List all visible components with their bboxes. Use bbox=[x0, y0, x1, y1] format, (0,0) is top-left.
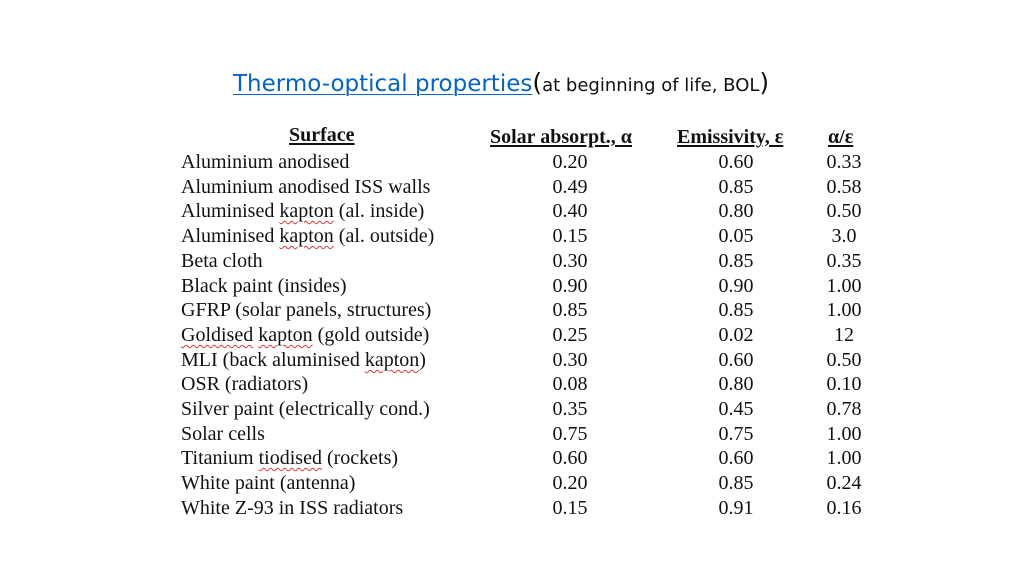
cell-surface: Aluminium anodised bbox=[181, 151, 350, 173]
cell-absorptance: 0.15 bbox=[552, 497, 588, 519]
cell-ratio: 12 bbox=[834, 324, 854, 346]
cell-emissivity: 0.80 bbox=[718, 373, 754, 395]
cell-absorptance: 0.30 bbox=[552, 250, 588, 272]
cell-surface: Black paint (insides) bbox=[181, 275, 347, 297]
cell-emissivity: 0.05 bbox=[718, 225, 754, 247]
cell-absorptance: 0.85 bbox=[552, 299, 588, 321]
cell-absorptance: 0.20 bbox=[552, 151, 588, 173]
cell-surface: OSR (radiators) bbox=[181, 373, 309, 395]
cell-ratio: 0.35 bbox=[826, 250, 862, 272]
cell-absorptance: 0.25 bbox=[552, 324, 588, 346]
cell-emissivity: 0.80 bbox=[718, 200, 754, 222]
cell-emissivity: 0.85 bbox=[718, 176, 754, 198]
spellcheck-mark: kapton bbox=[364, 349, 420, 371]
cell-ratio: 0.16 bbox=[826, 497, 862, 519]
spellcheck-mark: tiodised bbox=[258, 447, 322, 469]
cell-emissivity: 0.60 bbox=[718, 151, 754, 173]
cell-surface: MLI (back aluminised kapton) bbox=[181, 349, 426, 371]
cell-surface: Titanium tiodised (rockets) bbox=[181, 447, 399, 469]
cell-emissivity: 0.85 bbox=[718, 250, 754, 272]
cell-ratio: 0.50 bbox=[826, 349, 862, 371]
cell-emissivity: 0.85 bbox=[718, 472, 754, 494]
cell-surface: Aluminised kapton (al. outside) bbox=[181, 225, 435, 247]
cell-surface: Beta cloth bbox=[181, 250, 263, 272]
header-emissivity: Emissivity, ε bbox=[677, 126, 784, 148]
cell-ratio: 0.24 bbox=[826, 472, 862, 494]
spellcheck-mark: kapton bbox=[258, 324, 313, 346]
cell-absorptance: 0.35 bbox=[552, 398, 588, 420]
cell-emissivity: 0.60 bbox=[718, 447, 754, 469]
cell-emissivity: 0.02 bbox=[718, 324, 754, 346]
cell-ratio: 0.50 bbox=[826, 200, 862, 222]
cell-emissivity: 0.45 bbox=[718, 398, 754, 420]
cell-absorptance: 0.75 bbox=[552, 423, 588, 445]
cell-emissivity: 0.60 bbox=[718, 349, 754, 371]
title-open-paren: ( bbox=[532, 68, 543, 97]
cell-surface: GFRP (solar panels, structures) bbox=[181, 299, 432, 321]
cell-absorptance: 0.49 bbox=[552, 176, 588, 198]
cell-absorptance: 0.90 bbox=[552, 275, 588, 297]
header-surface: Surface bbox=[289, 124, 355, 146]
cell-surface: White paint (antenna) bbox=[181, 472, 356, 494]
cell-absorptance: 0.40 bbox=[552, 200, 588, 222]
spellcheck-mark: kapton bbox=[279, 200, 334, 222]
cell-ratio: 0.33 bbox=[826, 151, 862, 173]
cell-ratio: 1.00 bbox=[826, 447, 862, 469]
title-close-paren: ) bbox=[759, 68, 770, 97]
cell-emissivity: 0.91 bbox=[718, 497, 754, 519]
cell-emissivity: 0.75 bbox=[718, 423, 754, 445]
cell-ratio: 1.00 bbox=[826, 275, 862, 297]
cell-ratio: 0.58 bbox=[826, 176, 862, 198]
cell-absorptance: 0.08 bbox=[552, 373, 588, 395]
cell-absorptance: 0.30 bbox=[552, 349, 588, 371]
cell-surface: Aluminium anodised ISS walls bbox=[181, 176, 431, 198]
cell-ratio: 1.00 bbox=[826, 299, 862, 321]
cell-ratio: 3.0 bbox=[831, 225, 857, 247]
header-ratio: α/ε bbox=[828, 126, 854, 148]
cell-emissivity: 0.90 bbox=[718, 275, 754, 297]
title-link[interactable]: Thermo-optical properties bbox=[233, 71, 533, 97]
cell-emissivity: 0.85 bbox=[718, 299, 754, 321]
cell-surface: Silver paint (electrically cond.) bbox=[181, 398, 430, 420]
cell-absorptance: 0.60 bbox=[552, 447, 588, 469]
spellcheck-mark: kapton bbox=[279, 225, 334, 247]
cell-ratio: 0.78 bbox=[826, 398, 862, 420]
cell-surface: Solar cells bbox=[181, 423, 265, 445]
cell-surface: Goldised kapton (gold outside) bbox=[181, 324, 430, 346]
spellcheck-mark: Goldised bbox=[181, 324, 254, 346]
header-absorptance: Solar absorpt., α bbox=[490, 126, 632, 148]
cell-absorptance: 0.20 bbox=[552, 472, 588, 494]
title-subtitle: at beginning of life, BOL bbox=[542, 75, 760, 96]
cell-surface: White Z-93 in ISS radiators bbox=[181, 497, 404, 519]
cell-ratio: 1.00 bbox=[826, 423, 862, 445]
cell-absorptance: 0.15 bbox=[552, 225, 588, 247]
cell-ratio: 0.10 bbox=[826, 373, 862, 395]
cell-surface: Aluminised kapton (al. inside) bbox=[181, 200, 425, 222]
